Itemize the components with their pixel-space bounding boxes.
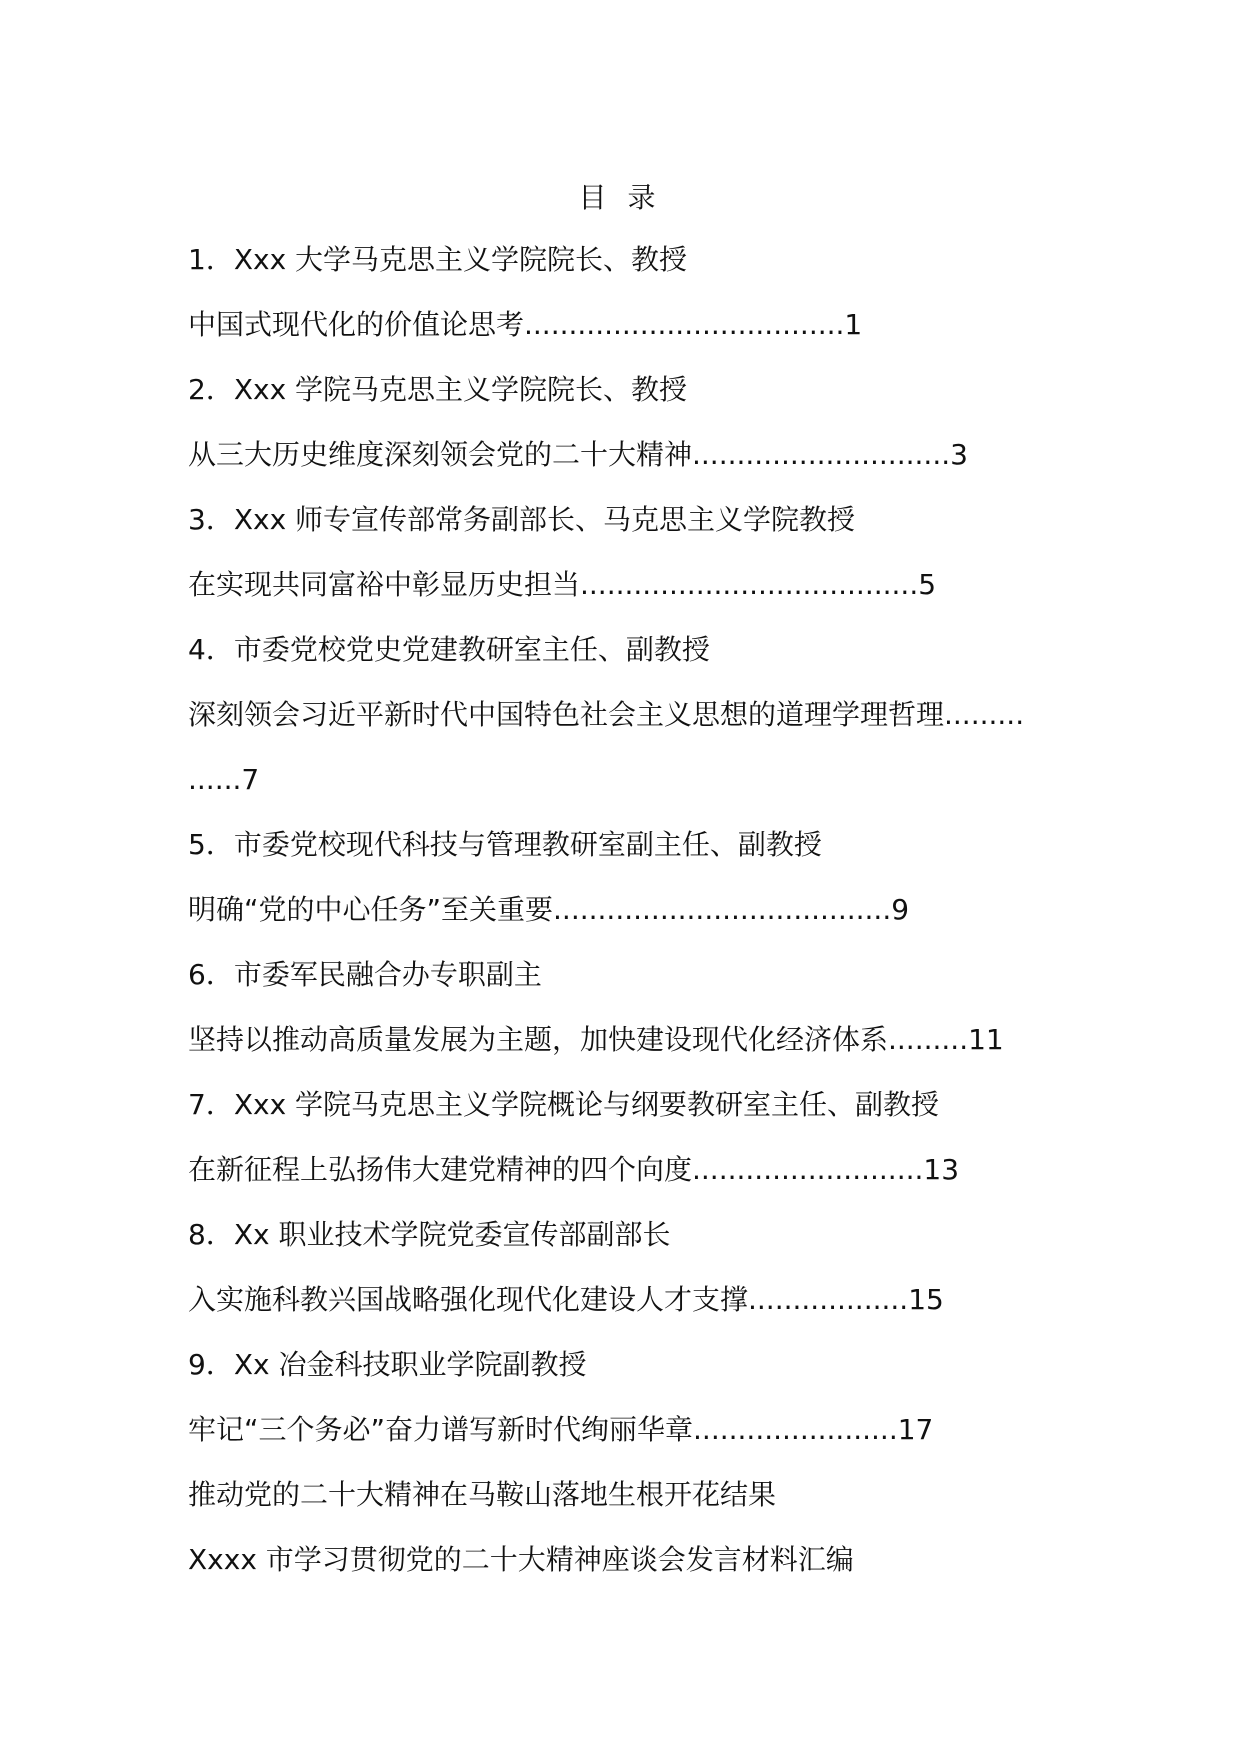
toc-title: 目 录	[578, 181, 662, 214]
toc-entry-3-title: 在实现共同富裕中彰显历史担当......................................5	[188, 568, 937, 601]
document-subheading: Xxxx 市学习贯彻党的二十大精神座谈会发言材料汇编	[188, 1543, 854, 1576]
toc-entry-4-title-continued: ......7	[188, 763, 260, 796]
toc-entry-8-author: 8．Xx 职业技术学院党委宣传部副部长	[188, 1218, 671, 1251]
toc-entry-2-title: 从三大历史维度深刻领会党的二十大精神.............................3	[188, 438, 968, 471]
toc-entry-9-author: 9．Xx 冶金科技职业学院副教授	[188, 1348, 587, 1381]
toc-entry-5-title: 明确“党的中心任务”至关重要......................................9	[188, 893, 910, 926]
toc-entry-1-author: 1．Xxx 大学马克思主义学院院长、教授	[188, 243, 688, 276]
toc-entry-6-title: 坚持以推动高质量发展为主题，加快建设现代化经济体系.........11	[188, 1023, 1004, 1056]
table-of-contents	[188, 238, 1068, 1603]
toc-entry-2-author: 2．Xxx 学院马克思主义学院院长、教授	[188, 373, 688, 406]
toc-entry-7-title: 在新征程上弘扬伟大建党精神的四个向度..........................13	[188, 1153, 960, 1186]
toc-entry-9-title: 牢记“三个务必”奋力谱写新时代绚丽华章.......................17	[188, 1413, 934, 1446]
document-heading: 推动党的二十大精神在马鞍山落地生根开花结果	[188, 1478, 777, 1511]
toc-entry-4-title: 深刻领会习近平新时代中国特色社会主义思想的道理学理哲理.........	[188, 698, 1025, 731]
toc-entry-4-author: 4．市委党校党史党建教研室主任、副教授	[188, 633, 710, 666]
toc-entry-8-title: 入实施科教兴国战略强化现代化建设人才支撑..................15	[188, 1283, 944, 1316]
toc-entry-1-title: 中国式现代化的价值论思考....................................1	[188, 308, 863, 341]
toc-entry-5-author: 5．市委党校现代科技与管理教研室副主任、副教授	[188, 828, 822, 861]
toc-entry-6-author: 6．市委军民融合办专职副主	[188, 958, 542, 991]
toc-entry-3-author: 3．Xxx 师专宣传部常务副部长、马克思主义学院教授	[188, 503, 856, 536]
toc-entry-7-author: 7．Xxx 学院马克思主义学院概论与纲要教研室主任、副教授	[188, 1088, 940, 1121]
